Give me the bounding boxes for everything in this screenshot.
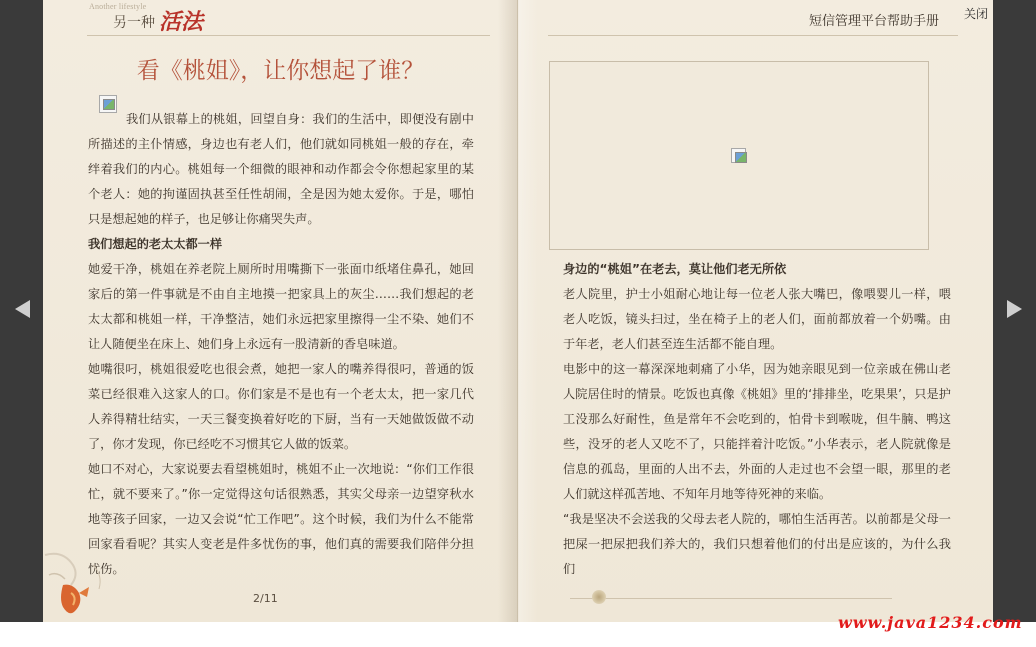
- brand-english: Another lifestyle: [89, 2, 147, 11]
- left-arrow-icon[interactable]: [12, 298, 34, 320]
- paragraph: 她口不对心，大家说要去看望桃姐时，桃姐不止一次地说：“你们工作很忙，就不要来了。”你一定觉得这句话很熟悉，其实父母亲一边望穿秋水地等孩子回家，一边又会说“忙工作吧”。这个时候，我们为什么不能常回家看看呢？其实人变老是件多忧伤的事，他们真的需要我们陪伴分担忧伤。: [88, 462, 474, 576]
- paragraph: 老人院里，护士小姐耐心地让每一位老人张大嘴巴，像喂婴儿一样，喂老人吃饭，镜头扫过，坐在椅子上的老人们，面前都放着一个奶嘴。由于年老，老人们甚至连生活都不能自理。: [563, 287, 951, 351]
- section-heading: 我们想起的老太太都一样: [88, 237, 223, 251]
- close-button[interactable]: 关闭: [964, 7, 989, 21]
- brand-chinese-part1: 另一种: [113, 15, 155, 31]
- right-page: [518, 0, 993, 622]
- paragraph: “我是坚决不会送我的父母去老人院的，哪怕生活再苦。以前都是父母一把屎一把尿把我们养大的，我们只想着他们的付出是应该的，为什么我们: [563, 512, 951, 576]
- article-title: 看《桃姐》，让你想起了谁？: [136, 58, 425, 84]
- page-number: 2/11: [253, 592, 278, 605]
- footer-divider: [570, 598, 892, 599]
- article-image-frame: [549, 61, 929, 250]
- paragraph: 我们从银幕上的桃姐，回望自身：我们的生活中，即便没有剧中所描述的主仆情感，身边也有老人们，他们就如同桃姐一般的存在，牵绊着我们的内心。桃姐每一个细微的眼神和动作都会令你想起家里的某个老人：她的拘谨固执甚至任性胡闹，全是因为她太爱你。于是，哪怕只是想起她的样子，也足够让你痛哭失声。: [88, 112, 474, 226]
- broken-image-icon: [731, 148, 746, 163]
- brand-logo: [89, 2, 219, 36]
- manual-title: 短信管理平台帮助手册: [809, 14, 940, 29]
- brand-chinese-part2: 活法: [159, 9, 204, 35]
- book: [43, 0, 993, 622]
- watermark: www.java1234.com: [838, 613, 1023, 632]
- header-rule: [87, 35, 490, 36]
- section-heading: 身边的“桃姐”在老去，莫让他们老无所依: [563, 262, 787, 276]
- footer-ornament-icon: [592, 590, 606, 604]
- header-rule: [548, 35, 958, 36]
- left-article-body: [88, 107, 474, 582]
- right-article-body: [563, 257, 951, 582]
- right-arrow-icon[interactable]: [1003, 298, 1025, 320]
- paragraph: 她嘴很叼，桃姐很爱吃也很会煮，她把一家人的嘴养得很叼，普通的饭菜已经很难入这家人的口。你们家是不是也有一个老太太，把一家几代人养得精壮结实，一天三餐变换着好吃的下厨，当有一天她做饭做不动了，你才发现，你已经吃不习惯其它人做的饭菜。: [88, 362, 474, 451]
- left-page: [43, 0, 518, 622]
- paragraph: 电影中的这一幕深深地刺痛了小华，因为她亲眼见到一位亲戚在佛山老人院居住时的情景。吃饭也真像《桃姐》里的‘排排坐，吃果果’，只是护工没那么好耐性，鱼是常年不会吃到的，怕骨卡到喉咙，但牛腩、鸭这些，没牙的老人又吃不了，只能拌着汁吃饭。”小华表示，老人院就像是信息的孤岛，里面的人出不去，外面的人走过也不会望一眼，那里的老人们就这样孤苦地、不知年月地等待死神的来临。: [563, 362, 951, 501]
- ink-painting-decoration: [43, 545, 133, 622]
- paragraph: 她爱干净，桃姐在养老院上厕所时用嘴撕下一张面巾纸堵住鼻孔，她回家后的第一件事就是不由自主地摸一把家具上的灰尘……我们想起的老太太都和桃姐一样，干净整洁，她们永远把家里擦得一尘不染、她们不让人随便坐在床上、她们身上永远有一股清新的香皂味道。: [88, 262, 474, 351]
